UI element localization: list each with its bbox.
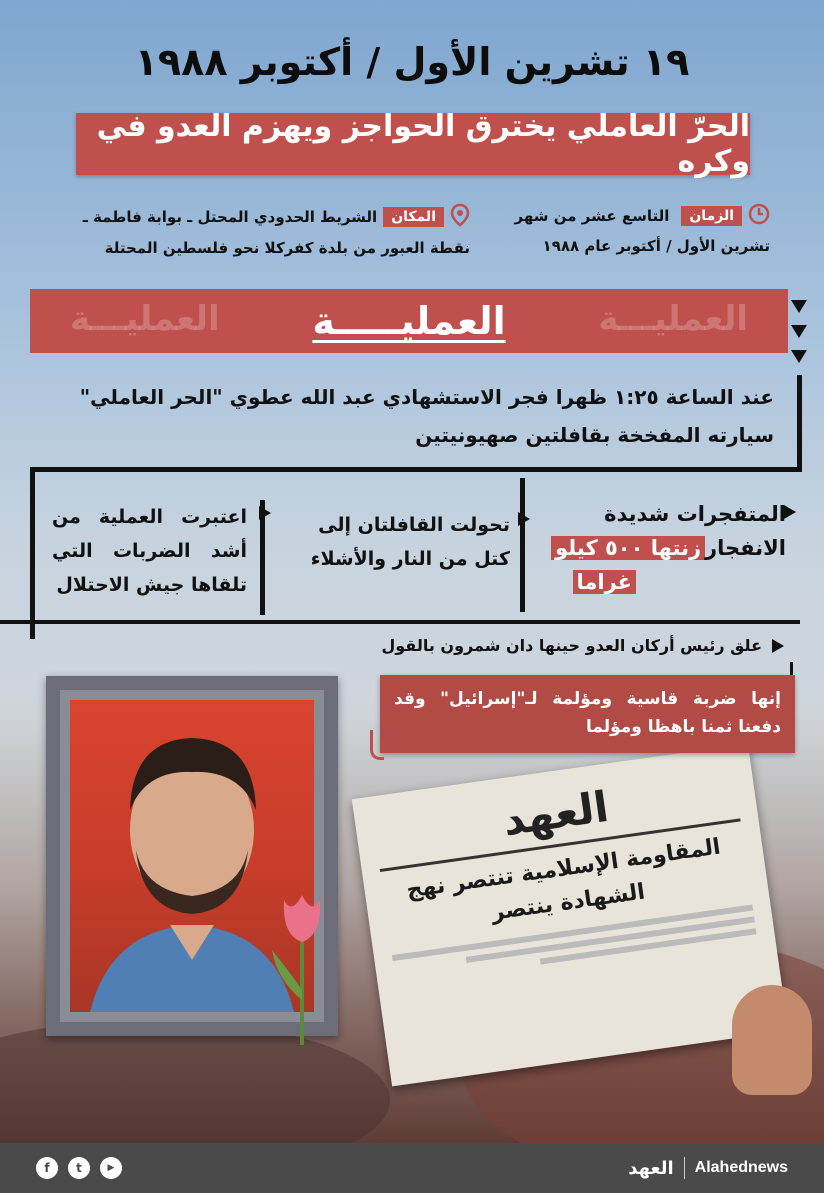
arrow-left-icon	[784, 505, 796, 519]
headline-banner: الحرّ العاملي يخترق الحواجز ويهزم العدو في وكره	[76, 113, 750, 175]
operation-section-banner	[30, 289, 788, 353]
arrow-down-icon	[791, 325, 807, 338]
section-ghost-text: العمليـــة	[598, 299, 748, 339]
card-explosives-highlight: زنتها ٥٠٠ كيلو	[551, 536, 705, 560]
brand-separator	[684, 1157, 685, 1179]
time-info	[450, 203, 770, 255]
card-explosives-line-3: غراما	[573, 570, 637, 594]
newspaper-masthead: العهد	[499, 781, 612, 846]
card-explosives-line-1: المتفجرات شديدة	[604, 502, 786, 526]
place-line-1: الشريط الحدودي المحتل ـ بوابة فاطمة ـ	[82, 208, 378, 226]
card-strikes-text: اعتبرت العملية من أشد الضربات التي تلقاها جيش الاحتلال	[52, 506, 247, 596]
operation-intro: عند الساعة ١:٢٥ ظهرا فجر الاستشهادي عبد الله عطوي "الحر العاملي" سيارته المفخخة بقافلتين صهيونيتين	[79, 385, 774, 447]
tulip-flower	[262, 880, 342, 1050]
place-line-2: نقطة العبور من بلدة كفركلا نحو فلسطين المحتلة	[104, 239, 470, 257]
time-line-1: التاسع عشر من شهر	[514, 207, 670, 225]
hand-holding-paper	[732, 985, 812, 1095]
time-line-2: تشرين الأول / أكتوبر عام ١٩٨٨	[542, 237, 770, 255]
brand-arabic: العهد	[628, 1157, 674, 1179]
commander-quote: إنها ضربة قاسية ومؤلمة لـ"إسرائيل" وقد دفعنا ثمنا باهظا ومؤلما	[380, 675, 795, 753]
place-info	[60, 203, 470, 257]
location-pin-icon	[450, 203, 470, 231]
facebook-icon[interactable]: f	[36, 1157, 58, 1179]
social-links	[36, 1157, 122, 1179]
card-convoys	[300, 508, 510, 576]
commander-note: علق رئيس أركان العدو حينها دان شمرون بالقول	[381, 636, 762, 655]
brand-english: Alahednews	[694, 1159, 788, 1176]
card-strikes	[52, 500, 247, 602]
flow-line	[797, 375, 802, 472]
section-ghost-text: العمليـــة	[70, 299, 220, 339]
arrow-left-icon	[772, 639, 784, 653]
date-title: ١٩ تشرين الأول / أكتوبر ١٩٨٨	[134, 40, 690, 84]
quote-bracket	[370, 730, 384, 760]
arrow-left-icon	[259, 506, 271, 520]
place-label: المكان	[383, 207, 444, 227]
time-label: الزمان	[681, 206, 742, 226]
card-convoys-text: تحولت القافلتان إلى كتل من النار والأشلاء	[310, 514, 510, 570]
flow-line	[520, 478, 525, 612]
flow-line	[30, 467, 35, 639]
twitter-icon[interactable]: t	[68, 1157, 90, 1179]
arrow-down-icon	[791, 350, 807, 363]
newspaper-headline: المقاومة الإسلامية تنتصر نهج الشهادة ينتصر	[404, 834, 723, 926]
newspaper	[352, 744, 788, 1087]
section-title: العمليـــــة	[312, 299, 506, 343]
footer-bar	[0, 1143, 824, 1193]
commander-note-row	[381, 636, 784, 655]
clock-icon	[748, 203, 770, 229]
card-explosives	[526, 497, 786, 599]
card-explosives-line-2a: الانفجار	[705, 536, 786, 560]
youtube-icon[interactable]: ▶	[100, 1157, 122, 1179]
arrow-left-icon	[518, 512, 530, 526]
flow-line	[30, 467, 802, 472]
arrow-down-icon	[791, 300, 807, 313]
brand-logo	[628, 1157, 788, 1179]
flow-line	[0, 620, 800, 624]
